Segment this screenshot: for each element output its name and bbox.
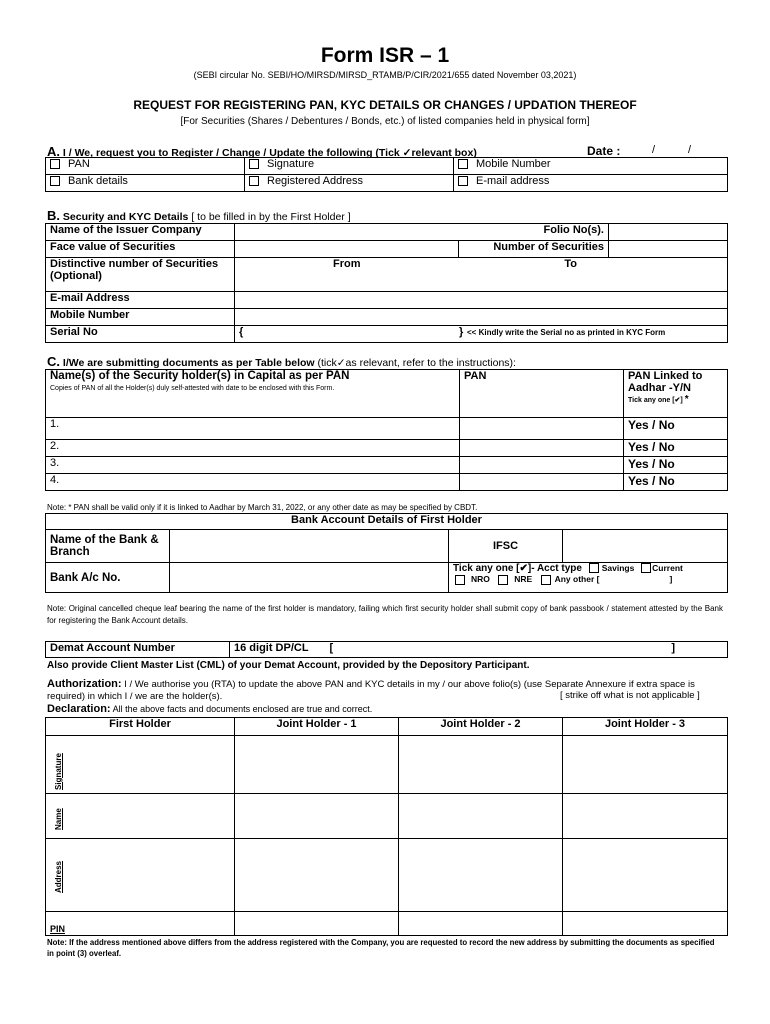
- serial-label: Serial No: [46, 326, 235, 343]
- bank-note: Note: Original cancelled cheque leaf bearing the name of the first holder is mandatory, failing which first security holder shall submit copy of bank passbook / statement attested by the Bank for registering the Bank Account details.: [47, 604, 723, 625]
- checkbox-icon[interactable]: [458, 159, 468, 169]
- bank-name-label: Name of the Bank & Branch: [46, 530, 170, 563]
- from-field[interactable]: From: [235, 258, 459, 292]
- holder-col-joint-3: Joint Holder - 3: [563, 718, 728, 736]
- serial-field[interactable]: [235, 326, 728, 343]
- pan-header: PAN: [460, 370, 624, 418]
- demat-field[interactable]: 16 digit DP/CL [ ]: [230, 642, 728, 658]
- signature-first[interactable]: [46, 736, 235, 794]
- pan-field-4[interactable]: [460, 474, 624, 491]
- cml-note: Also provide Client Master List (CML) of your Demat Account, provided by the Depository Participant.: [47, 660, 530, 671]
- pan-field-1[interactable]: [460, 418, 624, 440]
- declaration-text: Declaration: All the above facts and documents enclosed are true and correct.: [47, 703, 373, 715]
- date-slash-2: /: [688, 144, 692, 156]
- pan-note: Note: * PAN shall be valid only if it is linked to Aadhar by March 31, 2022, or any other date as may be specified by CBDT.: [47, 503, 478, 512]
- signature-joint-2[interactable]: [399, 736, 563, 794]
- to-field[interactable]: To: [459, 258, 728, 292]
- date-slash-1: /: [652, 144, 656, 156]
- holder-col-joint-2: Joint Holder - 2: [399, 718, 563, 736]
- demat-table: [45, 641, 728, 658]
- account-number-field[interactable]: [170, 563, 449, 593]
- checkbox-other[interactable]: [541, 575, 551, 585]
- distinctive-label: Distinctive number of Securities (Optional): [46, 258, 235, 292]
- option-bank-details[interactable]: Bank details: [46, 175, 245, 192]
- name-first[interactable]: [46, 794, 235, 839]
- holder-col-joint-1: Joint Holder - 1: [235, 718, 399, 736]
- linked-header: PAN Linked to Aadhar -Y/N: [628, 370, 703, 394]
- address-joint-2[interactable]: [399, 839, 563, 912]
- holders-table: [45, 717, 728, 936]
- demat-label: Demat Account Number: [46, 642, 230, 658]
- checkbox-icon[interactable]: [50, 176, 60, 186]
- yes-no-2[interactable]: Yes / No: [624, 440, 728, 457]
- pin-joint-2[interactable]: [399, 912, 563, 936]
- pin-label: PIN: [50, 924, 66, 934]
- form-title: Form ISR – 1: [320, 44, 450, 67]
- pin-joint-1[interactable]: [235, 912, 399, 936]
- yes-no-1[interactable]: Yes / No: [624, 418, 728, 440]
- date-label: Date :: [587, 144, 621, 158]
- pan-field-3[interactable]: [460, 457, 624, 474]
- pan-field-2[interactable]: [460, 440, 624, 457]
- yes-no-4[interactable]: Yes / No: [624, 474, 728, 491]
- holder-col-first: First Holder: [46, 718, 235, 736]
- strike-note: [ strike off what is not applicable ]: [560, 690, 700, 701]
- serial-note: << Kindly write the Serial no as printed in KYC Form: [467, 328, 666, 337]
- option-signature[interactable]: Signature: [245, 158, 454, 175]
- section-b-heading: B. Security and KYC Details [ to be filled in by the First Holder ]: [47, 208, 351, 223]
- bank-table: [45, 513, 728, 593]
- section-a-options: [45, 157, 728, 192]
- name-joint-2[interactable]: [399, 794, 563, 839]
- mobile-label: Mobile Number: [46, 309, 235, 326]
- holder-row-3[interactable]: 3.: [46, 457, 460, 474]
- section-a-heading: A. I / We, request you to Register / Change / Update the following (Tick ✓relevant box): [47, 144, 477, 159]
- bank-header: Bank Account Details of First Holder: [46, 514, 728, 530]
- checkbox-nre[interactable]: [498, 575, 508, 585]
- face-value-field[interactable]: [235, 241, 459, 258]
- checkbox-icon[interactable]: [50, 159, 60, 169]
- names-header: Name(s) of the Security holder(s) in Capital as per PAN: [50, 370, 350, 382]
- checkbox-current[interactable]: [641, 563, 651, 573]
- section-c-heading: C. I/We are submitting documents as per Table below (tick✓as relevant, refer to the instructions):: [47, 354, 516, 369]
- circular-reference: (SEBI circular No. SEBI/HO/MIRSD/MIRSD_RTAMB/P/CIR/2021/655 dated November 03,2021): [193, 70, 577, 80]
- checkbox-nro[interactable]: [455, 575, 465, 585]
- brace-open: {: [239, 326, 244, 338]
- checkbox-savings[interactable]: [589, 563, 599, 573]
- ifsc-label: IFSC: [449, 530, 563, 563]
- name-joint-3[interactable]: [563, 794, 728, 839]
- checkbox-icon[interactable]: [249, 159, 259, 169]
- address-joint-3[interactable]: [563, 839, 728, 912]
- address-joint-1[interactable]: [235, 839, 399, 912]
- yes-no-3[interactable]: Yes / No: [624, 457, 728, 474]
- address-first[interactable]: [46, 839, 235, 912]
- option-mobile[interactable]: Mobile Number: [454, 158, 728, 175]
- face-value-label: Face value of Securities: [46, 241, 235, 258]
- section-b-table: [45, 223, 728, 343]
- number-securities-label: Number of Securities: [459, 241, 609, 258]
- section-c-table: [45, 369, 728, 491]
- name-row-label: Name: [54, 808, 63, 830]
- mobile-field[interactable]: [235, 309, 728, 326]
- checkbox-icon[interactable]: [249, 176, 259, 186]
- account-number-label: Bank A/c No.: [46, 563, 170, 593]
- authorization-text: Authorization: I / We authorise you (RTA) to update the above PAN and KYC details in my / our above folio(s) (use Separate Annexure if extra space is required) in which I / we are the holder(s).: [47, 678, 695, 702]
- option-registered-address[interactable]: Registered Address: [245, 175, 454, 192]
- email-field[interactable]: [235, 292, 728, 309]
- option-pan[interactable]: PAN: [46, 158, 245, 175]
- number-securities-field[interactable]: [609, 241, 728, 258]
- option-email[interactable]: E-mail address: [454, 175, 728, 192]
- names-subheader: Copies of PAN of all the Holder(s) duly self-attested with date to be enclosed with this Form.: [50, 385, 335, 392]
- pin-first[interactable]: [46, 912, 235, 936]
- checkbox-icon[interactable]: [458, 176, 468, 186]
- request-subtitle: [For Securities (Shares / Debentures / Bonds, etc.) of listed companies held in physical form]: [180, 116, 590, 127]
- email-label: E-mail Address: [46, 292, 235, 309]
- folio-label: Folio No(s).: [235, 224, 609, 241]
- names-header-cell: [46, 370, 460, 418]
- signature-joint-3[interactable]: [563, 736, 728, 794]
- account-type-cell: Tick any one [✔]- Acct type Savings Current NRO NRE Any other [ ]: [449, 563, 728, 593]
- bank-name-field[interactable]: [170, 530, 449, 563]
- linked-header-cell: [624, 370, 728, 418]
- holder-row-2[interactable]: 2.: [46, 440, 460, 457]
- ifsc-field[interactable]: [563, 530, 728, 563]
- address-row-label: Address: [54, 860, 63, 893]
- request-title: REQUEST FOR REGISTERING PAN, KYC DETAILS OR CHANGES / UPDATION THEREOF: [133, 98, 637, 112]
- folio-field[interactable]: [609, 224, 728, 241]
- name-joint-1[interactable]: [235, 794, 399, 839]
- pin-joint-3[interactable]: [563, 912, 728, 936]
- signature-row-label: Signature: [54, 753, 63, 790]
- footer-note: Note: If the address mentioned above differs from the address registered with the Company, you are requested to record the new address by submitting the documents as specified in point (3) overleaf.: [47, 938, 715, 958]
- holder-row-4[interactable]: 4.: [46, 474, 460, 491]
- signature-joint-1[interactable]: [235, 736, 399, 794]
- brace-close: }: [459, 326, 464, 338]
- issuer-label: Name of the Issuer Company: [46, 224, 235, 241]
- holder-row-1[interactable]: 1.: [46, 418, 460, 440]
- linked-subheader: Tick any one [✔] *: [628, 394, 689, 405]
